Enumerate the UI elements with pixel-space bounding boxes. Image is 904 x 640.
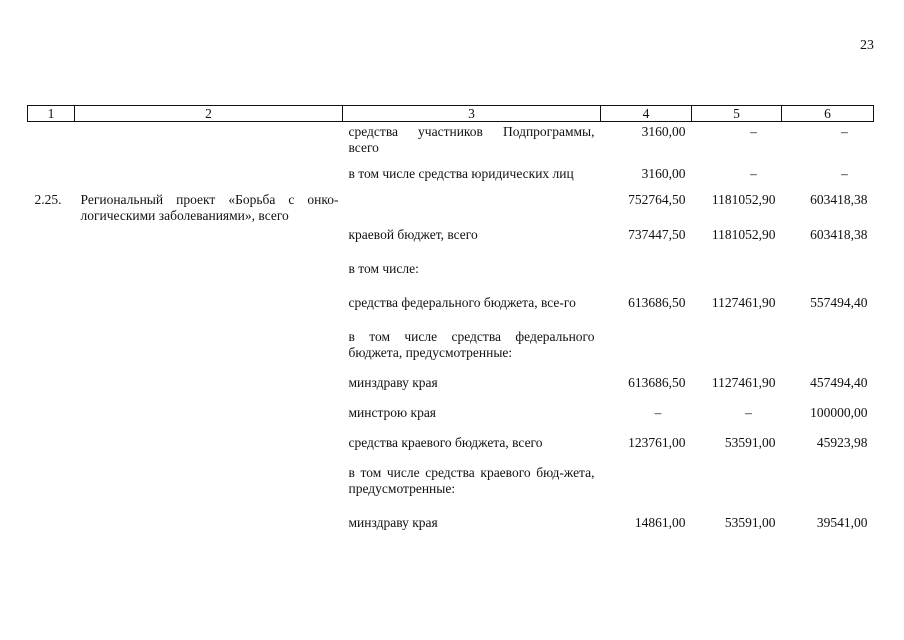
- value-col-6: 557494,40: [810, 295, 868, 310]
- project-name: [75, 375, 343, 405]
- row-number: [28, 329, 75, 375]
- value-col-5: –: [750, 124, 757, 139]
- value-col-6: 39541,00: [816, 515, 868, 530]
- column-header-6: 6: [782, 106, 874, 122]
- value-col-5: –: [745, 405, 752, 420]
- funding-source: минздраву края: [348, 515, 438, 530]
- value-col-4: [601, 329, 692, 375]
- value-col-4: 752764,50: [628, 192, 686, 207]
- value-col-5: 1127461,90: [711, 375, 776, 390]
- header-row: [28, 106, 874, 122]
- value-col-5: 53591,00: [724, 435, 776, 450]
- funding-source: средства федерального бюджета, все-го: [348, 295, 576, 310]
- table-row: [28, 375, 874, 405]
- table-row: [28, 261, 874, 295]
- table-row: [28, 465, 874, 515]
- value-col-4: 14861,00: [634, 515, 686, 530]
- value-col-4: 613686,50: [628, 295, 686, 310]
- project-name: [75, 465, 343, 515]
- row-number: [28, 465, 75, 515]
- value-col-5: 1181052,90: [711, 192, 776, 207]
- budget-table: [27, 105, 874, 531]
- value-col-5: 1181052,90: [711, 227, 776, 242]
- row-number: [28, 405, 75, 435]
- value-col-5: [692, 261, 782, 295]
- row-number: [28, 515, 75, 531]
- value-col-4: 3160,00: [641, 124, 686, 139]
- value-col-4: 737447,50: [628, 227, 686, 242]
- funding-source: минстрою края: [348, 405, 437, 420]
- value-col-6: 45923,98: [816, 435, 868, 450]
- project-name: [75, 166, 343, 192]
- table-row: [28, 515, 874, 531]
- project-name: [75, 227, 343, 261]
- row-number: [28, 375, 75, 405]
- table-row: [28, 435, 874, 465]
- table-row: [28, 405, 874, 435]
- funding-source: [343, 192, 601, 227]
- value-col-4: 3160,00: [641, 166, 686, 181]
- value-col-5: –: [750, 166, 757, 181]
- value-col-5: [692, 465, 782, 515]
- funding-source: в том числе средства краевого бюд-жета, предусмотренные:: [348, 465, 595, 496]
- project-name: Региональный проект «Борьба с онко-логическими заболеваниями», всего: [80, 192, 339, 223]
- row-number: [28, 122, 75, 167]
- project-name: [75, 329, 343, 375]
- value-col-4: 613686,50: [628, 375, 686, 390]
- value-col-6: 603418,38: [810, 192, 868, 207]
- table-row: [28, 122, 874, 167]
- funding-source: краевой бюджет, всего: [348, 227, 478, 242]
- value-col-6: [782, 329, 874, 375]
- value-col-6: –: [841, 124, 848, 139]
- page-number: 23: [860, 38, 874, 53]
- value-col-4: [601, 261, 692, 295]
- funding-source: в том числе средства юридических лиц: [348, 166, 574, 181]
- value-col-4: –: [654, 405, 662, 420]
- row-number: [28, 261, 75, 295]
- funding-source: средства краевого бюджета, всего: [348, 435, 543, 450]
- value-col-4: 123761,00: [628, 435, 686, 450]
- table-row: [28, 329, 874, 375]
- column-header-3: 3: [343, 106, 601, 122]
- funding-source: минздраву края: [348, 375, 438, 390]
- project-name: [75, 295, 343, 329]
- row-number: [28, 227, 75, 261]
- value-col-4: [601, 465, 692, 515]
- project-name: [75, 515, 343, 531]
- value-col-5: [692, 329, 782, 375]
- value-col-6: 603418,38: [810, 227, 868, 242]
- funding-source: средства участников Подпрограммы, всего: [348, 124, 595, 155]
- value-col-6: 457494,40: [810, 375, 868, 390]
- value-col-5: 1127461,90: [711, 295, 776, 310]
- table-row: [28, 227, 874, 261]
- project-name: [75, 122, 343, 167]
- table-body: [28, 122, 874, 532]
- table-header: [28, 106, 874, 122]
- column-header-1: 1: [28, 106, 75, 122]
- table-row: [28, 166, 874, 192]
- row-number: 2.25.: [34, 192, 62, 207]
- project-name: [75, 435, 343, 465]
- project-name: [75, 261, 343, 295]
- project-name: [75, 405, 343, 435]
- value-col-6: [782, 261, 874, 295]
- value-col-6: 100000,00: [810, 405, 868, 420]
- funding-source: в том числе:: [348, 261, 419, 276]
- row-number: [28, 166, 75, 192]
- column-header-4: 4: [601, 106, 692, 122]
- value-col-6: –: [841, 166, 848, 181]
- table-row: [28, 295, 874, 329]
- row-number: [28, 435, 75, 465]
- column-header-5: 5: [692, 106, 782, 122]
- table-row: [28, 192, 874, 227]
- value-col-5: 53591,00: [724, 515, 776, 530]
- funding-source: в том числе средства федерального бюджета, предусмотренные:: [348, 329, 595, 360]
- column-header-2: 2: [75, 106, 343, 122]
- value-col-6: [782, 465, 874, 515]
- row-number: [28, 295, 75, 329]
